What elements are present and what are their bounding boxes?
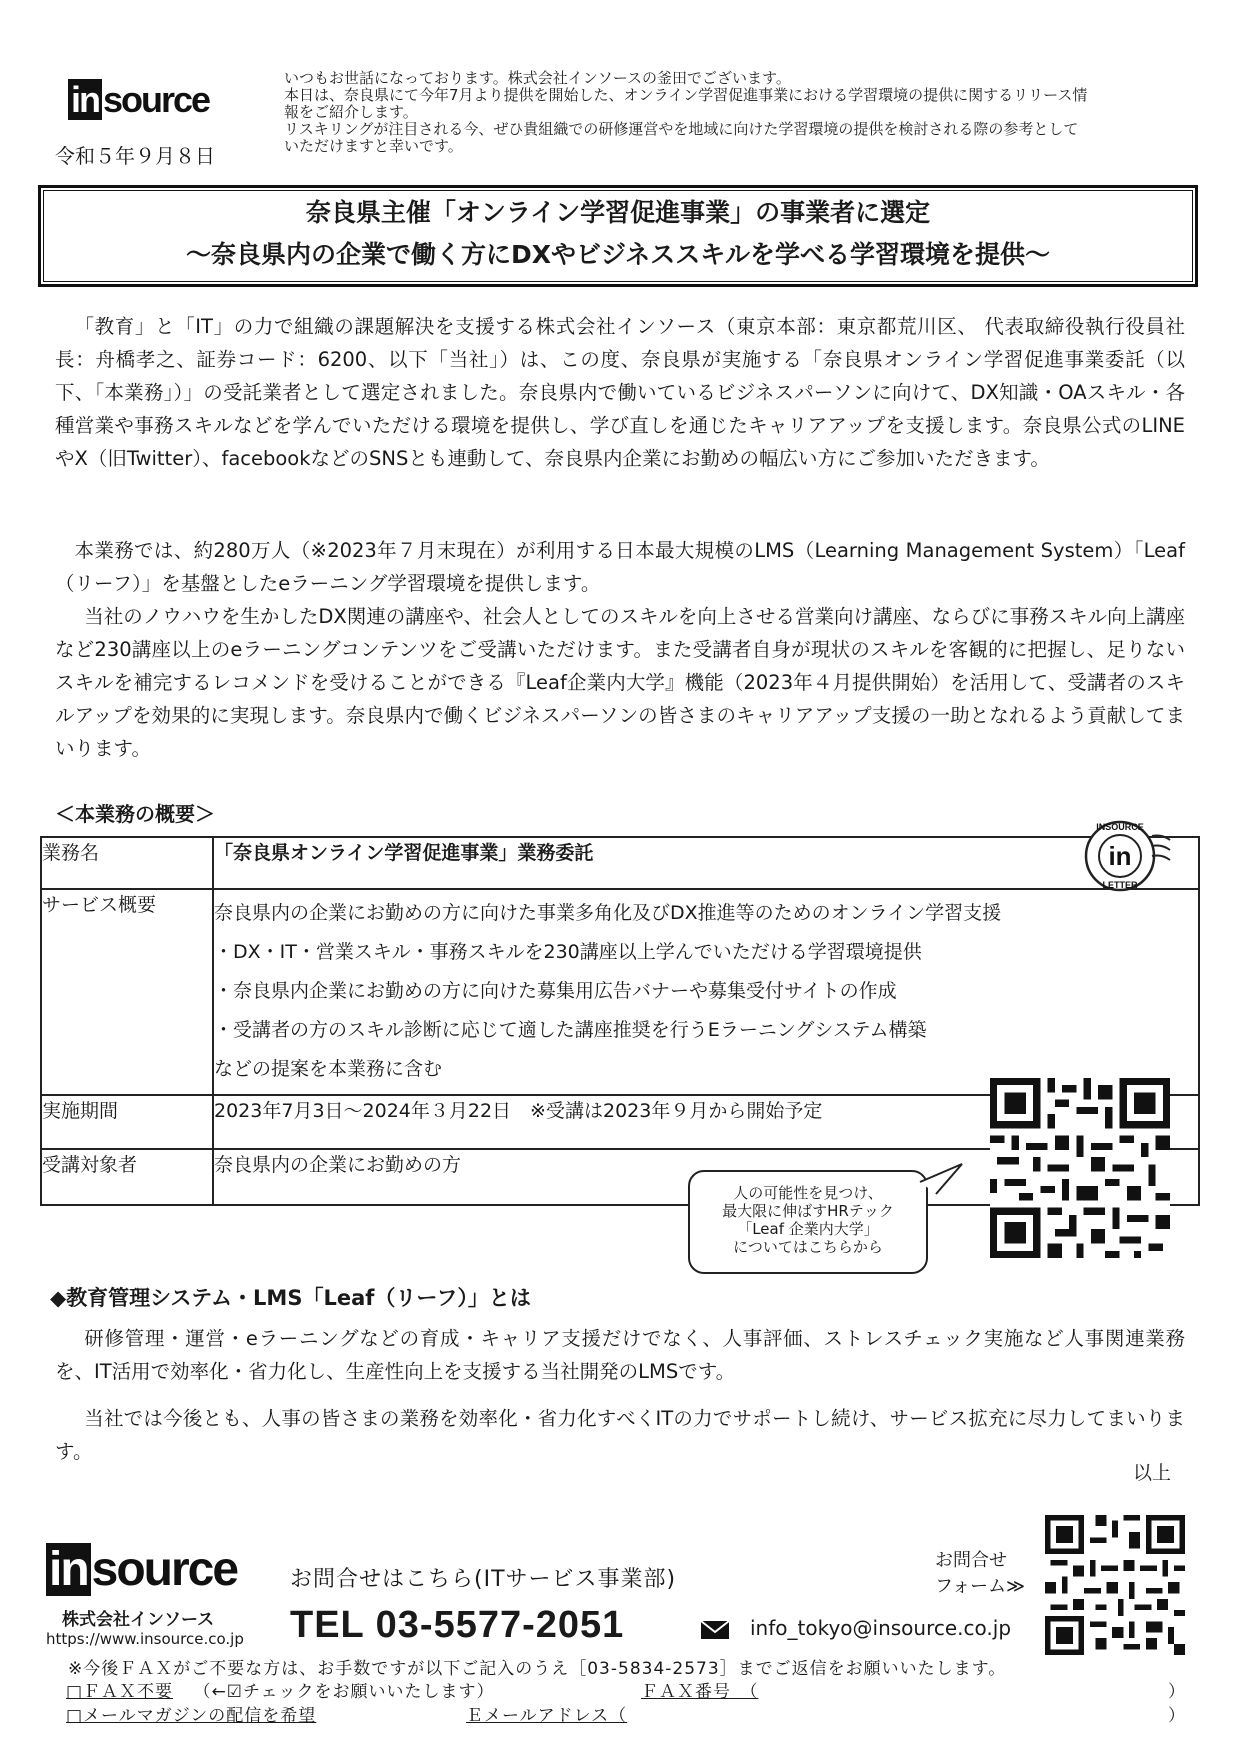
mail-magazine-checkbox[interactable]: □メールマガジンの配信を希望	[66, 1706, 317, 1726]
bubble-line: 人の可能性を見つけ、	[733, 1184, 883, 1202]
fax-unneeded-checkbox[interactable]: □ＦＡＸ不要	[66, 1682, 174, 1702]
bubble-line: についてはこちらから	[733, 1238, 883, 1256]
fax-number-field[interactable]	[641, 1681, 1186, 1703]
email-address-close: ）	[1168, 1706, 1186, 1726]
fax-unneeded-note: （←☑チェックをお願いいたします）	[193, 1682, 495, 1702]
stamp-icon	[1080, 816, 1172, 896]
row-value: 「奈良県オンライン学習促進事業」業務委託	[213, 837, 1199, 889]
intro-line: いただけますと幸いです。	[284, 137, 463, 155]
email-address-label: Ｅメールアドレス（	[466, 1706, 628, 1726]
intro-line: リスキリングが注目される今、ぜひ貴組織での研修運営やを地域に向けた学習環境の提供を検討される際の参考として	[284, 120, 1079, 138]
title-box	[38, 185, 1198, 287]
row-key: サービス概要	[41, 889, 213, 1095]
header-logo-rest: source	[103, 79, 210, 120]
fax-row-1	[66, 1681, 1196, 1703]
closing-text: 以上	[1133, 1462, 1172, 1484]
row-key: 実施期間	[41, 1095, 213, 1149]
header-logo-in: in	[68, 79, 102, 120]
lms-para-1-text: 研修管理・運営・eラーニングなどの育成・キャリア支援だけでなく、人事評価、ストレスチェック実施など人事関連業務を、IT活用で効率化・省力化し、生産性向上を支援する当社開発のLMSです。	[55, 1327, 1185, 1383]
bubble-line: 「Leaf 企業内大学」	[737, 1220, 879, 1238]
mail-icon	[700, 1620, 730, 1644]
lms-para-1	[55, 1322, 1185, 1388]
body-para-3	[55, 600, 1185, 765]
intro-line: 報をご紹介します。	[284, 103, 418, 121]
leaf-qr-code[interactable]	[990, 1078, 1170, 1258]
qr-code-icon	[1045, 1515, 1185, 1655]
footer-logo-rest: source	[91, 1543, 238, 1596]
body-para-1-text: 「教育」と「IT」の力で組織の課題解決を支援する株式会社インソース（東京本部：東京都荒川区、 代表取締役執行役員社長：舟橋孝之、証券コード：6200、以下「当社」）は、この度、奈良県が実施する「奈良県オンライン学習促進事業委託（以下、「本業務」）」の受託業者として選定されました。奈良県内で働いているビジネスパーソンに向けて、DX知識・OAスキル・各種営業や事務スキルなどを学んでいただける環境を提供し、学び直しを通じたキャリアアップを支援します。奈良県公式のLINEやX（旧Twitter）、facebookなどのSNSとも連動して、奈良県内企業にお勤めの幅広い方にご参加いただきます。	[55, 315, 1185, 470]
body-para-3-text: 当社のノウハウを生かしたDX関連の講座や、社会人としてのスキルを向上させる営業向け講座、ならびに事務スキル向上講座など230講座以上のeラーニングコンテンツをご受講いただけます。また受講者自身が現状のスキルを客観的に把握し、足りないスキルを補完するレコメンドを受けることができる『Leaf企業内大学』機能（2023年４月提供開始）を活用して、受講者のスキルアップを効果的に実現します。奈良県内で働くビジネスパーソンの皆さまのキャリアアップ支援の一助となれるよう貢献してまいります。	[55, 605, 1185, 760]
row-value	[213, 889, 1199, 1095]
row-value: 奈良県内の企業にお勤めの方	[213, 1149, 1199, 1205]
contact-label: お問合せはこちら(ITサービス事業部)	[290, 1567, 677, 1592]
header-logo	[68, 80, 209, 120]
svg-text:INSOURCE: INSOURCE	[1096, 822, 1144, 832]
overview-heading: ＜本業務の概要＞	[55, 802, 215, 826]
svg-text:in: in	[1108, 841, 1132, 871]
bubble-line: 最大限に伸ばすHRテック	[722, 1202, 894, 1220]
fax-number-close: ）	[1168, 1682, 1186, 1702]
svg-text:LETTER: LETTER	[1102, 880, 1138, 890]
fax-row-2	[66, 1705, 1196, 1727]
leaf-speech-bubble	[688, 1170, 928, 1274]
form-label-line-2: フォーム≫	[935, 1576, 1025, 1597]
intro-line: いつもお世話になっております。株式会社インソースの釜田でございます。	[284, 69, 791, 87]
intro-message	[284, 70, 1184, 155]
lms-para-2	[55, 1402, 1185, 1468]
lms-para-2-text: 当社では今後とも、人事の皆さまの業務を効率化・省力化すべくITの力でサポートし続け、サービス拡充に尽力してまいります。	[55, 1407, 1185, 1463]
service-line: ・奈良県内企業にお勤めの方に向けた募集用広告バナーや募集受付サイトの作成	[214, 980, 897, 1002]
lms-heading: ◆教育管理システム・LMS「Leaf（リーフ）」とは	[50, 1286, 531, 1310]
title-line-2: ～奈良県内の企業で働く方にDXやビジネススキルを学べる学習環境を提供～	[185, 240, 1051, 269]
table-row	[41, 837, 1199, 889]
qr-code-icon	[990, 1078, 1170, 1258]
row-key: 業務名	[41, 837, 213, 889]
service-line: などの提案を本業務に含む	[214, 1058, 443, 1080]
email-address-field[interactable]	[466, 1705, 1186, 1727]
contact-email[interactable]: info_tokyo@insource.co.jp	[750, 1616, 1012, 1640]
row-key: 受講対象者	[41, 1149, 213, 1205]
release-date: 令和５年９月８日	[55, 144, 215, 168]
footer-company: 株式会社インソース	[62, 1610, 215, 1630]
footer-logo	[46, 1544, 237, 1596]
inquiry-form-label[interactable]	[935, 1548, 1025, 1600]
service-line: ・DX・IT・営業スキル・事務スキルを230講座以上学んでいただける学習環境提供	[214, 941, 922, 963]
service-line: 奈良県内の企業にお勤めの方に向けた事業多角化及びDX推進等のためのオンライン学習支援	[214, 902, 1002, 924]
title-line-1: 奈良県主催「オンライン学習促進事業」の事業者に選定	[305, 198, 931, 227]
footer-url[interactable]: https://www.insource.co.jp	[46, 1630, 244, 1648]
fax-notice: ※今後ＦＡＸがご不要な方は、お手数ですが以下ご記入のうえ［03-5834-2573］までご返信をお願いいたします。	[68, 1659, 1007, 1679]
service-line: ・受講者の方のスキル診断に応じて適した講座推奨を行うEラーニングシステム構築	[214, 1019, 927, 1041]
body-para-2	[55, 534, 1185, 600]
inquiry-qr-code[interactable]	[1045, 1515, 1185, 1655]
body-para-1	[55, 310, 1185, 475]
intro-line: 本日は、奈良県にて今年7月より提供を開始した、オンライン学習促進事業における学習環境の提供に関するリリース情	[284, 86, 1088, 104]
footer-logo-in: in	[46, 1543, 91, 1596]
fax-number-label: ＦＡＸ番号 （	[641, 1682, 759, 1702]
table-row	[41, 889, 1199, 1095]
row-value: 2023年7月3日～2024年３月22日 ※受講は2023年９月から開始予定	[213, 1095, 1199, 1149]
bubble-tail	[918, 1160, 968, 1200]
insource-letter-stamp	[1080, 816, 1172, 896]
form-label-line-1: お問合せ	[935, 1550, 1007, 1571]
phone-number[interactable]: TEL 03-5577-2051	[290, 1604, 625, 1646]
body-para-2-text: 本業務では、約280万人（※2023年７月末現在）が利用する日本最大規模のLMS（Learning Management System）「Leaf（リーフ）」を基盤としたeラーニング学習環境を提供します。	[55, 539, 1185, 595]
